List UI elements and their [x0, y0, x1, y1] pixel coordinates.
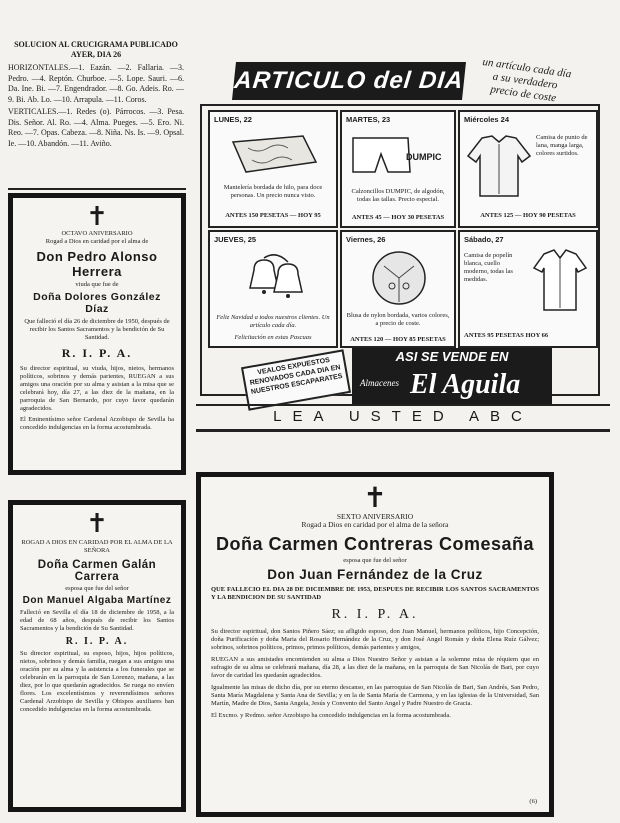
crossword-horizontales: HORIZONTALES.—1. Eazán. —2. Fallaria. —3. Pedro. —4. Reptón. Churboe. —5. Lope. Sauri. —6. Da. Ine. Bi. —7. Engendrador. —8. Go. Adeis. Ro. —9. Bi. Ab. Lo. —10. Arrapula. —11. Coros.	[8, 63, 184, 104]
deceased-name: Doña Carmen Galán Carrera	[37, 559, 157, 583]
day-price: ANTES 95 PESETAS HOY 66	[464, 332, 549, 339]
relation-label: esposa que fue del señor	[343, 557, 407, 564]
spouse-name: Don Juan Fernández de la Cruz	[267, 567, 483, 582]
ad-day-card-friday	[340, 230, 456, 348]
deceased-name: Don Pedro Alonso Herrera	[36, 249, 158, 279]
ad-day-card-monday	[208, 110, 338, 228]
day-label: Miércoles 24	[464, 115, 510, 124]
ad-day-card-wednesday	[458, 110, 598, 228]
blouse-icon	[364, 248, 434, 308]
obituary-carmen-galan	[8, 500, 186, 812]
obituary-prayer: Rogad a Dios en caridad por el alma de	[45, 238, 149, 245]
day-text: Camisa de punto de lana, manga larga, colores surtidos.	[536, 134, 588, 157]
sweater-icon	[464, 134, 534, 200]
day-price: ANTES 45 — HOY 30 PESETAS	[351, 214, 445, 221]
obituary-body: Su director espiritual, su esposo, hijos, hijos políticos, nietos, sobrinos y demás familia, ruegan a sus amigos una oración por su alma y la asistencia a los funerales que se celebrarán en la parroquia de San Lorenzo, mañana, a las diez, por lo que quedarán agradecidos. Se ruega no envíen flores. Los excelentísimos y reverendísimos señores Cardenal Arzobispo de Sevilla y Obispos auxiliares han concedido indulgencias en la forma acostumbrada.	[20, 650, 174, 713]
obituary-subtitle: SEXTO ANIVERSARIO	[336, 512, 414, 521]
store-prefix: Almacenes	[360, 378, 399, 388]
cross-icon: ✝	[363, 481, 387, 514]
ripa: R. I. P. A.	[61, 346, 133, 360]
day-price: Felicitación en estas Pascuas	[234, 334, 312, 341]
day-label: LUNES, 22	[214, 115, 252, 124]
spouse-name: Don Manuel Algaba Martínez	[22, 595, 172, 606]
ad-day-card-saturday	[458, 230, 598, 348]
obituary-footer: El Eminentísimo señor Cardenal Arzobispo de Sevilla ha concedido indulgencias en la forma acostumbrada.	[20, 416, 174, 431]
lea-usted-abc: LEA USTED ABC	[273, 408, 533, 425]
obituary-details: Falleció en Sevilla el día 18 de diciembre de 1958, a la edad de 68 años, después de recibir los Santos Sacramentos y la bendición de Su Santidad.	[20, 609, 174, 632]
day-label: Viernes, 26	[346, 235, 386, 244]
day-label: JUEVES, 25	[214, 235, 257, 244]
obituary-body: Su director espiritual, su viuda, hijos, nietos, hermanos políticos, sobrinos y demás parientes, RUEGAN a sus amigos una oración por su alma y asistan a la misa que se celebrará hoy, día 27, a las diez de la mañana, en la parroquia de San Bernardo, por cuyo favor quedarán agradecidos.	[20, 365, 174, 412]
day-text: Blusa de nylon bordada, varios colores, a precio de coste.	[346, 312, 450, 327]
day-price: ANTES 150 PESETAS — HOY 95	[225, 212, 321, 219]
day-price: ANTES 120 — HOY 85 PESETAS	[350, 336, 446, 343]
day-label: MARTES, 23	[346, 115, 391, 124]
day-price: ANTES 125 — HOY 90 PESETAS	[480, 212, 576, 219]
crossword-heading: SOLUCION AL CRUCIGRAMA PUBLICADO AYER, DIA 26	[14, 40, 178, 59]
day-label: Sábado, 27	[464, 235, 504, 244]
day-text: Calzoncillos DUMPIC, de algodón, todas las tallas. Precio especial.	[351, 188, 445, 203]
day-text: Feliz Navidad a todos nuestros clientes. Un artículo cada día.	[216, 314, 330, 329]
day-text: Mantelería bordada de hilo, para doce personas. Un precio nunca visto.	[223, 184, 323, 199]
spouse-name: Doña Dolores González Díaz	[33, 291, 161, 315]
ripa: R. I. P. A.	[331, 607, 419, 622]
obituary-body: Su director espiritual, don Santos Piñero Sáez; su afligido esposo, don Juan Manuel, hermanos políticos, hijo Concepción, doña Purificación y doña Maria del Rosario Hernández de la Cruz, y don José Angel Román y doña Elena Ruíz Gálvez; sobrinos, sobrinos políticos, primos, primos políticos, demás parientes y amigos,	[211, 628, 539, 651]
obituary-pedro-alonso	[8, 193, 186, 475]
ad-code: (6)	[529, 798, 537, 805]
divider	[196, 429, 610, 432]
crossword-verticales: VERTICALES.—1. Redes (o). Párrocos. —3. Pesa. Dis. Señor. Al. Ro. —4. Alma. Pueges. —5. Ero. Ni. Reo. —7. Opas. Cabeza. —8. Niña. Ns. Is. —9. Opsal. Ie. —10. Abandón. —11. Aviño.	[8, 107, 184, 148]
stamp-text: VEALOS EXPUESTOS RENOVADOS CADA DIA EN NUESTROS ESCAPARATES	[249, 356, 344, 396]
relation-label: esposa que fue del señor	[65, 585, 129, 592]
store-name: El Aguila	[410, 369, 521, 400]
deceased-name: Doña Carmen Contreras Comesaña	[215, 534, 535, 554]
obituary-details: Que falleció el día 26 de diciembre de 1950, después de recibir los Santos Sacramentos y la bendición de Su Santidad.	[24, 318, 170, 341]
obituary-details: QUE FALLECIO EL DIA 28 DE DICIEMBRE DE 1953, DESPUES DE RECIBIR LOS SANTOS SACRAMENTOS Y LA BENDICION DE SU SANTIDAD	[211, 586, 539, 601]
obituary-carmen-contreras	[196, 472, 554, 817]
obituary-body-3: Igualmente las misas de dicho día, por su eterno descanso, en las parroquias de San Nicolás de Bari, San Andrés, San Pedro, Santa María Magdalena y Santa Ana de Sevilla; y en la de Santa María de Carmona, y en las iglesias de la Universidad, San Martín, Madre de Dios, Santa Angela, Jesús y Convento del Santo Angel y Padre Nuestro de Gracia.	[211, 684, 539, 707]
ad-title: ARTICULO del DIA	[233, 67, 465, 94]
cross-icon: ✝	[86, 202, 108, 232]
obituary-footer: El Excmo. y Rvdmo. señor Arzobispo ha concedido indulgencias en la forma acostumbrada.	[211, 712, 451, 719]
ad-day-card-thursday	[208, 230, 338, 348]
ad-slogan: un artículo cada día a su verdadero precio de coste	[481, 55, 573, 105]
ad-day-card-tuesday	[340, 110, 456, 228]
obituary-subtitle: OCTAVO ANIVERSARIO	[61, 230, 133, 237]
divider	[8, 188, 186, 190]
ad-title-banner	[232, 62, 466, 100]
obituary-prayer: ROGAD A DIOS EN CARIDAD POR EL ALMA DE LA SEÑORA	[21, 539, 173, 554]
product-brand: DUMPIC	[406, 152, 442, 162]
bells-icon	[234, 250, 314, 310]
divider	[196, 404, 610, 406]
obituary-body-2: RUEGAN a sus amistades encomienden su alma a Dios Nuestro Señor y asistan a la solemne misa de réquiem que en sufragio de su alma se celebrará mañana, día 28, a las diez de la mañana, en la parroquia de San Nicolás de Bari, por cuyo favor de caridad les quedarán agradecidos.	[211, 656, 539, 679]
shirt-icon	[530, 248, 590, 314]
crossword-solution	[8, 40, 184, 149]
banner-text: ASI SE VENDE EN	[395, 349, 509, 364]
day-text: Camisa de popelín blanca, cuello moderno, todas las medidas.	[464, 252, 513, 283]
advertisement-el-aguila	[196, 44, 610, 404]
cross-icon: ✝	[86, 509, 108, 539]
store-logo	[352, 366, 552, 406]
ripa: R. I. P. A.	[65, 636, 129, 647]
store-banner	[352, 348, 552, 366]
tablecloth-icon	[228, 132, 318, 180]
relation-label: viuda que fue de	[75, 281, 119, 288]
obituary-prayer: Rogad a Dios en caridad por el alma de la señora	[301, 520, 449, 529]
